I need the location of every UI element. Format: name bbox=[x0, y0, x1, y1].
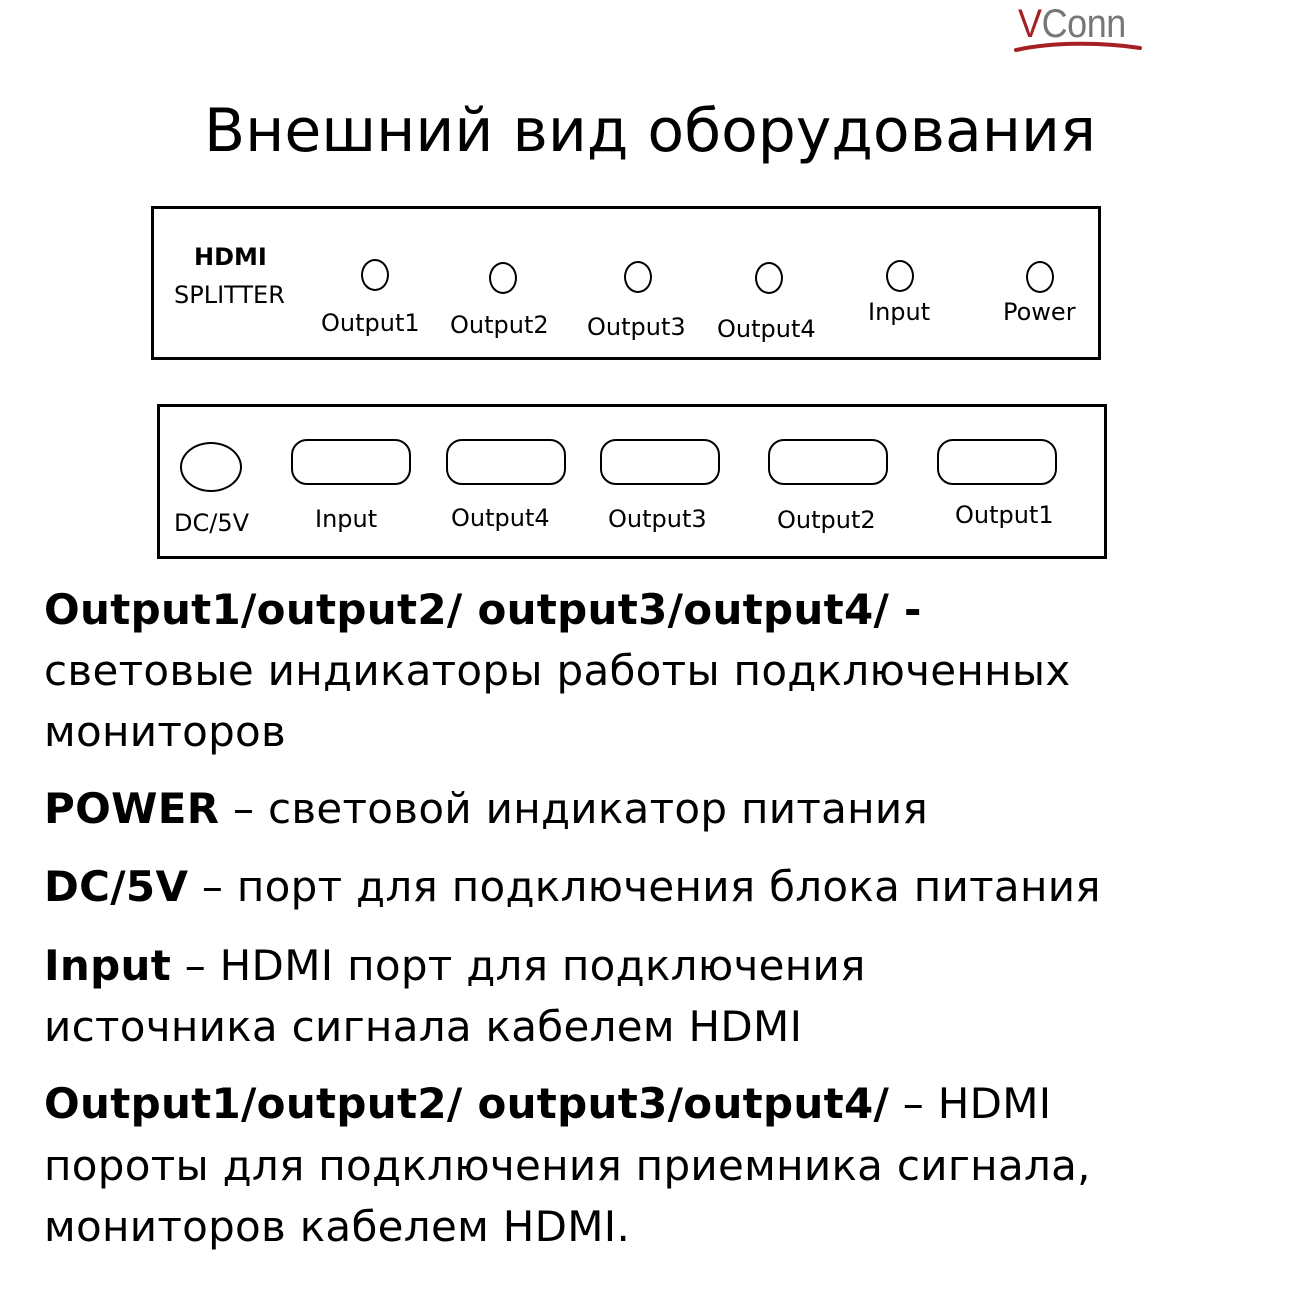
logo-swoosh-icon bbox=[1012, 40, 1142, 54]
hdmi-output1-port bbox=[937, 439, 1057, 485]
desc-dc-term: DC/5V bbox=[44, 862, 189, 911]
desc-input-term: Input bbox=[44, 941, 172, 990]
led-input-indicator bbox=[886, 260, 914, 292]
desc-power-text: – световой индикатор питания bbox=[219, 784, 929, 833]
hdmi-output4-label: Output4 bbox=[451, 504, 550, 532]
desc-indicators-line2: световые индикаторы работы подключенных bbox=[44, 646, 1071, 695]
desc-dc-text: – порт для подключения блока питания bbox=[188, 862, 1101, 911]
led-output2-label: Output2 bbox=[450, 311, 549, 339]
desc-indicators-line3: мониторов bbox=[44, 707, 287, 756]
hdmi-output2-port bbox=[768, 439, 888, 485]
desc-outputs-term: Output1/output2/ output3/output4/ bbox=[44, 1079, 890, 1128]
desc-outputs-line1 bbox=[44, 1074, 1051, 1134]
hdmi-output4-port bbox=[446, 439, 566, 485]
led-output1-label: Output1 bbox=[321, 309, 420, 337]
dc-power-jack bbox=[180, 442, 242, 492]
led-output2-indicator bbox=[489, 262, 517, 294]
desc-power bbox=[44, 779, 928, 839]
logo-letters-conn: Conn bbox=[1041, 2, 1126, 46]
hdmi-output2-label: Output2 bbox=[777, 506, 876, 534]
hdmi-input-port bbox=[291, 439, 411, 485]
desc-outputs-text: – HDMI bbox=[889, 1079, 1052, 1128]
led-output4-indicator bbox=[755, 262, 783, 294]
hdmi-output3-label: Output3 bbox=[608, 505, 707, 533]
led-output3-label: Output3 bbox=[587, 313, 686, 341]
logo-letter-v: V bbox=[1018, 2, 1042, 46]
led-power-label: Power bbox=[1003, 298, 1076, 326]
desc-outputs-line2: пороты для подключения приемника сигнала, bbox=[44, 1141, 1091, 1190]
desc-input-line2: источника сигнала кабелем HDMI bbox=[44, 1002, 803, 1051]
brand-splitter-label: SPLITTER bbox=[174, 281, 285, 309]
hdmi-output1-label: Output1 bbox=[955, 501, 1054, 529]
desc-indicators-line1 bbox=[44, 580, 922, 640]
desc-dc bbox=[44, 857, 1101, 917]
desc-input-text: – HDMI порт для подключения bbox=[171, 941, 866, 990]
back-panel bbox=[157, 404, 1107, 559]
dc-power-label: DC/5V bbox=[174, 509, 250, 537]
desc-indicators-separator: - bbox=[889, 585, 922, 634]
desc-outputs-line3: мониторов кабелем HDMI. bbox=[44, 1202, 631, 1251]
led-output1-indicator bbox=[361, 259, 389, 291]
desc-power-term: POWER bbox=[44, 784, 220, 833]
led-power-indicator bbox=[1026, 261, 1054, 293]
hdmi-output3-port bbox=[600, 439, 720, 485]
desc-input-line1 bbox=[44, 936, 866, 996]
front-panel bbox=[151, 206, 1101, 360]
led-output3-indicator bbox=[624, 261, 652, 293]
led-input-label: Input bbox=[868, 298, 931, 326]
desc-indicators-term: Output1/output2/ output3/output4/ bbox=[44, 585, 890, 634]
led-output4-label: Output4 bbox=[717, 315, 816, 343]
hdmi-input-label: Input bbox=[315, 505, 378, 533]
brand-hdmi-label: HDMI bbox=[194, 243, 267, 271]
vconn-logo bbox=[1012, 0, 1142, 56]
page-title: Внешний вид оборудования bbox=[203, 96, 1097, 166]
